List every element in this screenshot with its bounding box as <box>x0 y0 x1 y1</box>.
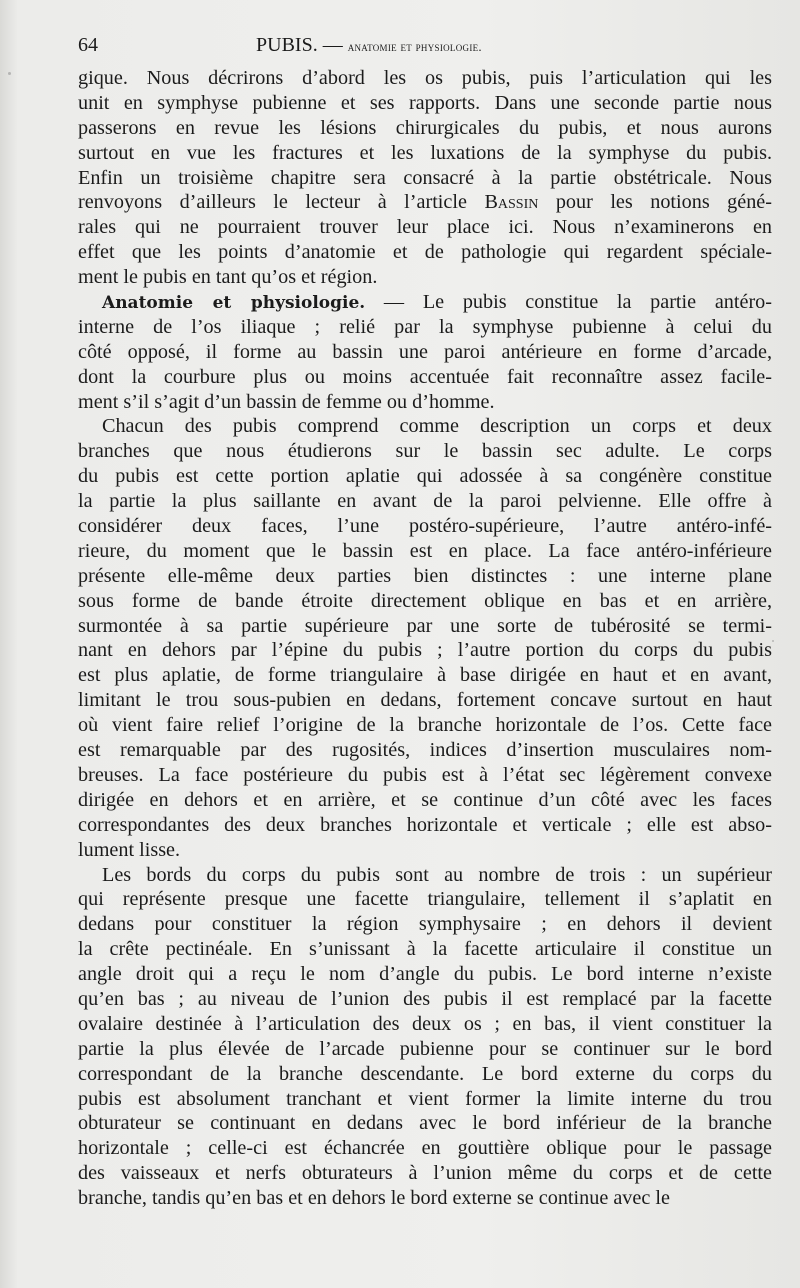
text-line: unit en symphyse pubienne et ses rapports. Dans une seconde partie nous <box>78 91 772 114</box>
text-line: Enfin un troisième chapitre sera consacré à la partie obstétricale. Nous <box>78 166 772 189</box>
text-line: la partie la plus saillante en avant de la paroi pelvienne. Elle offre à <box>78 490 772 513</box>
text-line: ment le pubis en tant qu’os et région. <box>78 266 378 289</box>
text-line: branches que nous étudierons sur le bassin sec adulte. Le corps <box>78 440 772 463</box>
text-line: la crête pectinéale. En s’unissant à la facette articulaire il constitue un <box>78 938 772 961</box>
text-run: pour les notions géné- <box>538 191 772 214</box>
text-line: passerons en revue les lésions chirurgicales du pubis, et nous aurons <box>78 116 772 139</box>
text-line: est remarquable par des rugosités, indices d’insertion musculaires nom- <box>78 739 772 762</box>
text-line: des vaisseaux et nerfs obturateurs à l’union même du corps et de cette <box>78 1162 772 1185</box>
text-line: angle droit qui a reçu le nom d’angle du pubis. Le bord interne n’existe <box>78 963 772 986</box>
text-line: qui représente presque une facette triangulaire, tellement il s’aplatit en <box>78 888 772 911</box>
body-text <box>78 66 772 1211</box>
text-line: présente elle-même deux parties bien distinctes : une interne plane <box>78 564 772 587</box>
paragraph-3 <box>78 414 772 862</box>
text-line: Les bords du corps du pubis sont au nombre de trois : un supérieur <box>102 863 772 886</box>
text-line: branche, tandis qu’en bas et en dehors le bord externe se continue avec le <box>78 1187 670 1210</box>
paragraph-1 <box>78 66 772 290</box>
text-line: effet que les points d’anatomie et de pathologie qui regardent spéciale- <box>78 241 772 264</box>
text-line: nant en dehors par l’épine du pubis ; l’autre portion du corps du pubis <box>78 639 772 662</box>
running-title <box>256 34 482 57</box>
text-line: rales qui ne pourraient trouver leur place ici. Nous n’examinerons en <box>78 216 772 239</box>
text-line: est plus aplatie, de forme triangulaire à base dirigée en haut et en avant, <box>78 664 772 687</box>
text-line: sous forme de bande étroite directement oblique en bas et en arrière, <box>78 589 772 612</box>
text-line: ovalaire destinée à l’articulation des deux os ; en bas, il vient constituer la <box>78 1012 772 1035</box>
text-line: breuses. La face postérieure du pubis est à l’état sec légèrement convexe <box>78 763 772 786</box>
text-line: correspondantes des deux branches horizontale et verticale ; elle est abso- <box>78 813 772 836</box>
text-line: dont la courbure plus ou moins accentuée fait reconnaître assez facile- <box>78 365 772 388</box>
running-header <box>78 34 768 60</box>
paragraph-4 <box>78 863 772 1211</box>
scan-speck <box>772 640 774 642</box>
text-line <box>78 290 772 315</box>
running-title-section: anatomie et physiologie. <box>347 39 482 54</box>
text-line: horizontale ; celle-ci est échancrée en gouttière oblique pour le passage <box>78 1137 772 1160</box>
text-line: lument lisse. <box>78 838 181 861</box>
text-line: obturateur se continuant en dedans avec le bord inférieur de la branche <box>78 1112 772 1135</box>
text-line: correspondant de la branche descendante. Le bord externe du corps du <box>78 1062 772 1085</box>
text-run: renvoyons d’ailleurs le lecteur à l’article <box>78 191 485 214</box>
text-line: côté opposé, il forme au bassin une paroi antérieure en forme d’arcade, <box>78 340 772 363</box>
text-line: pubis est absolument tranchant et vient former la limite interne du trou <box>78 1087 772 1110</box>
paragraph-2 <box>78 290 772 414</box>
cross-reference: Bassin <box>484 191 539 214</box>
text-line: surtout en vue les fractures et les luxations de la symphyse du pubis. <box>78 141 772 164</box>
section-heading: Anatomie et physiologie. <box>102 293 366 314</box>
text-line: considérer deux faces, l’une postéro-supérieure, l’autre antéro-infé- <box>78 515 772 538</box>
running-title-dash: — <box>322 34 343 56</box>
text-line: du pubis est cette portion aplatie qui adossée à sa congénère constitue <box>78 465 772 488</box>
text-line: partie la plus élevée de l’arcade pubienne pour se continuer sur le bord <box>78 1037 772 1060</box>
text-line: surmontée à sa partie supérieure par une sorte de tubérosité se termi- <box>78 614 772 637</box>
scan-speck <box>8 72 11 75</box>
text-line: ment s’il s’agit d’un bassin de femme ou d’homme. <box>78 390 495 413</box>
text-line: dedans pour constituer la région symphysaire ; en dehors il devient <box>78 913 772 936</box>
text-line: Chacun des pubis comprend comme description un corps et deux <box>102 415 772 438</box>
text-line: rieure, du moment que le bassin est en place. La face antéro-inférieure <box>78 539 772 562</box>
text-line: gique. Nous décrirons d’abord les os pubis, puis l’articulation qui les <box>78 67 772 89</box>
heading-continuation: — Le pubis constitue la partie antéro- <box>365 291 772 314</box>
page-number: 64 <box>78 34 98 56</box>
text-line: interne de l’os iliaque ; relié par la symphyse pubienne à celui du <box>78 315 772 338</box>
text-line: limitant le trou sous-pubien en dedans, fortement concave surtout en haut <box>78 689 772 712</box>
text-line <box>78 190 772 215</box>
text-line: dirigée en dehors et en arrière, et se continue d’un côté avec les faces <box>78 788 772 811</box>
text-line: qu’en bas ; au niveau de l’union des pubis il est remplacé par la facette <box>78 987 772 1010</box>
running-title-main: PUBIS. <box>256 34 318 56</box>
text-line: où vient faire relief l’origine de la branche horizontale de l’os. Cette face <box>78 714 772 737</box>
